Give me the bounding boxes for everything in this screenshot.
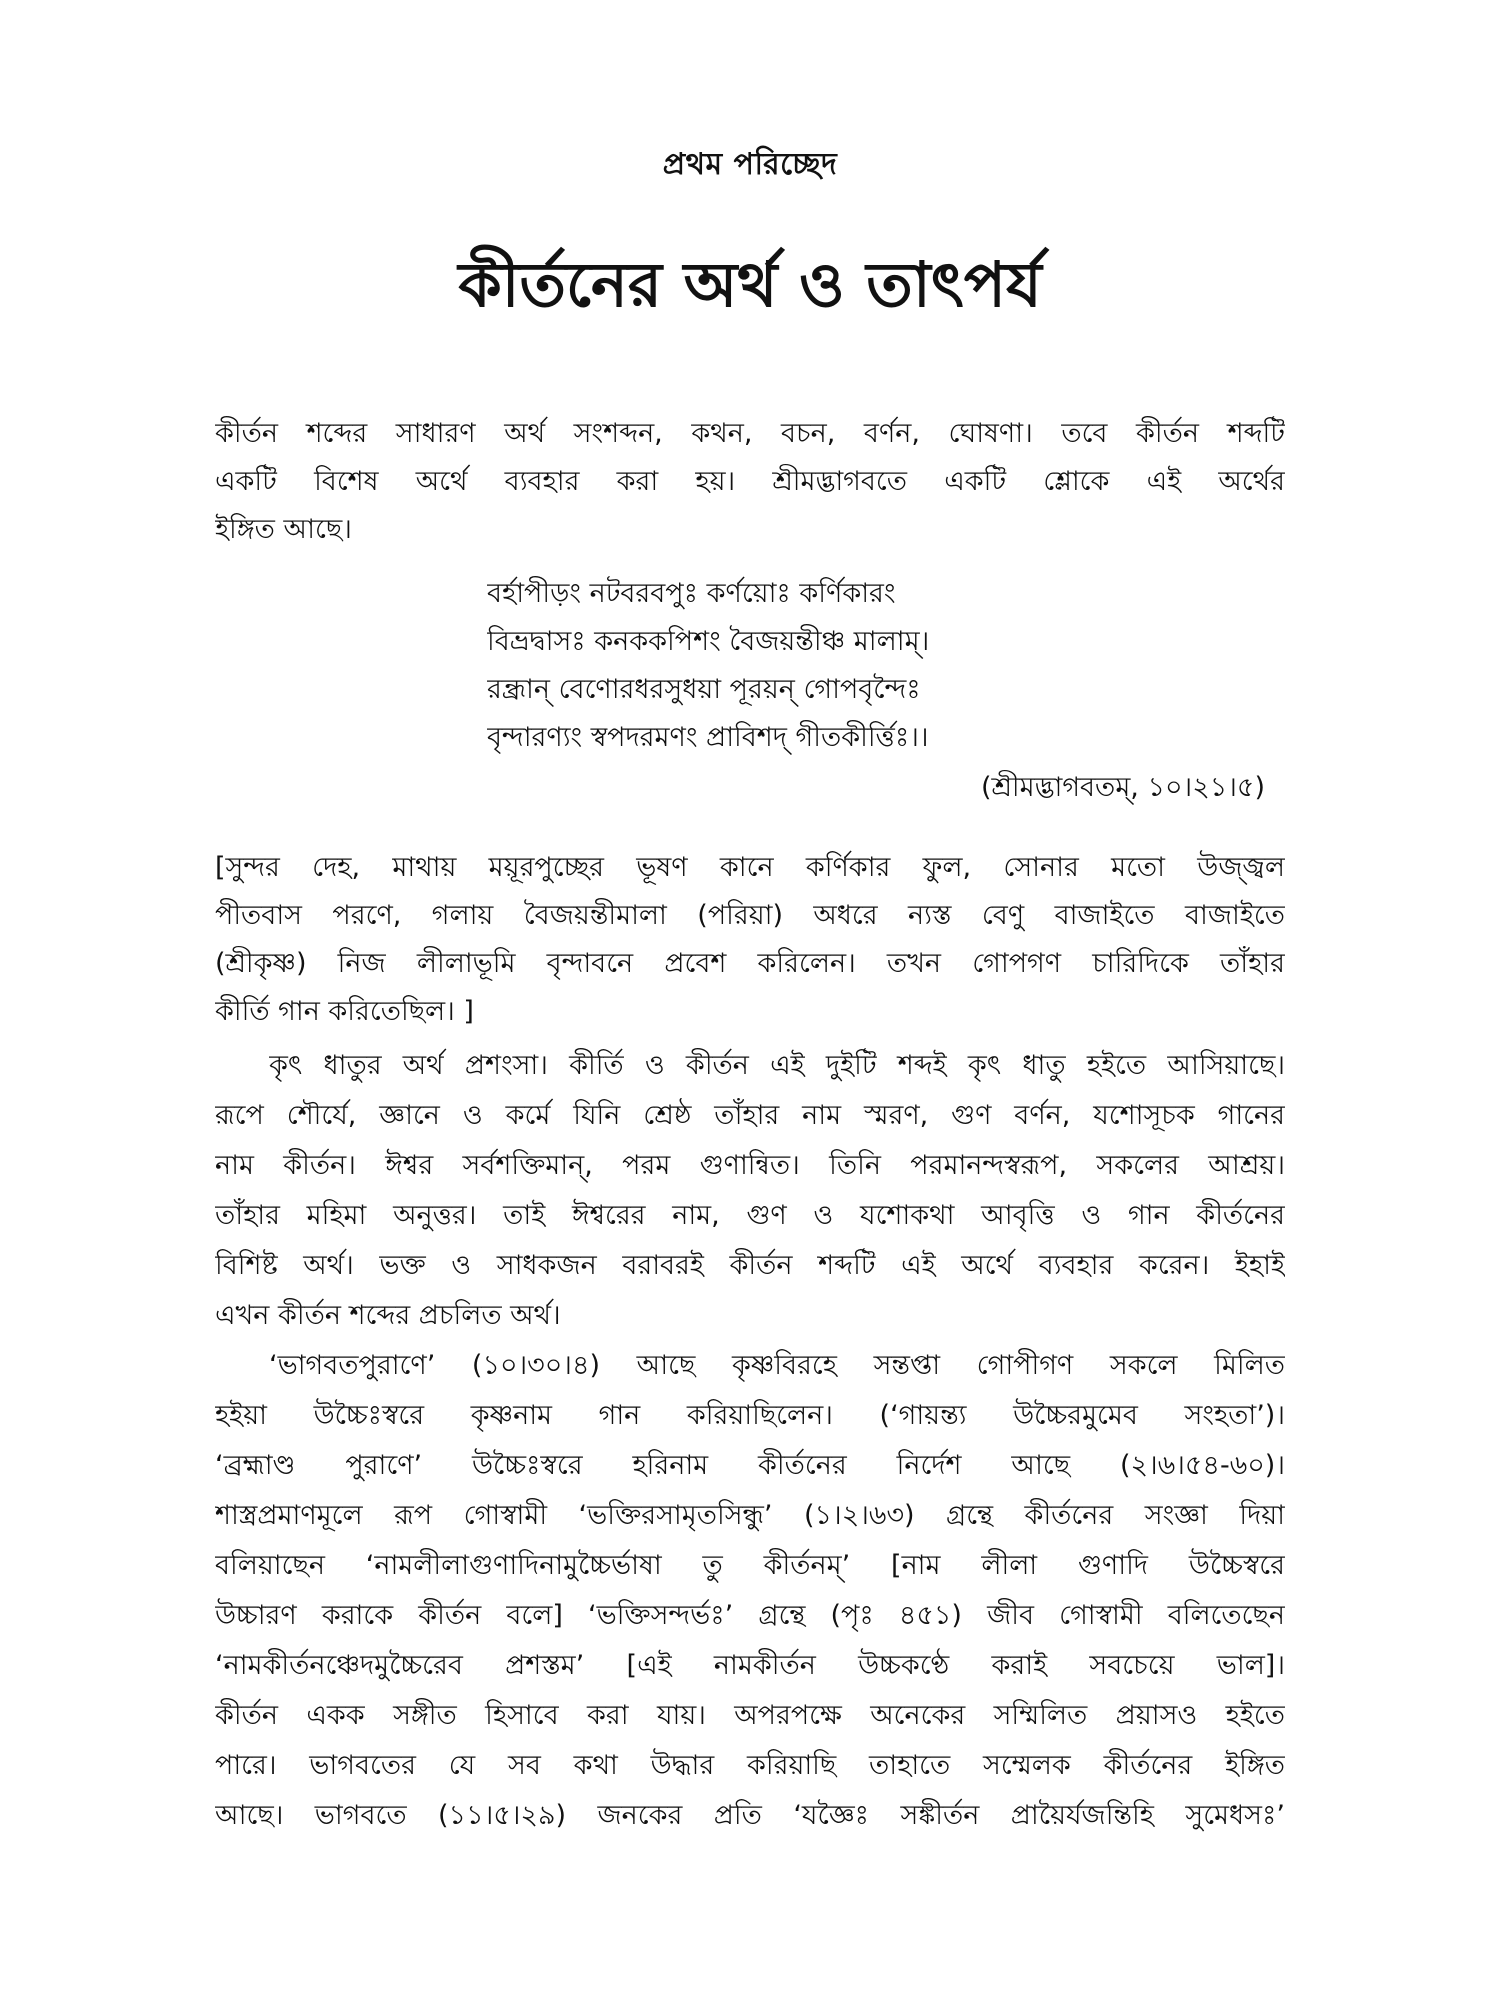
text-line: কীর্তন শব্দের সাধারণ অর্থ সংশব্দন, কথন, বচন, বর্ণন, ঘোষণা। তবে কীর্তন শব্দটি bbox=[215, 418, 1285, 449]
text-line: পীতবাস পরণে, গলায় বৈজয়ন্তীমালা (পরিয়া) অধরে ন্যস্ত বেণু বাজাইতে বাজাইতে bbox=[215, 900, 1285, 931]
text-line: ইঙ্গিত আছে। bbox=[215, 514, 352, 545]
verse-line: রন্ধ্রান্ বেণোরধরসুধয়া পূরয়ন্ গোপবৃন্দৈঃ bbox=[487, 674, 921, 705]
chapter-label: প্রথম পরিচ্ছেদ bbox=[662, 147, 838, 182]
text-line: ‘ভাগবতপুরাণে’ (১০।৩০।৪) আছে কৃষ্ণবিরহে সন্তপ্তা গোপীগণ সকলে মিলিত bbox=[269, 1350, 1285, 1381]
verse-line: বিভ্রদ্বাসঃ কনককপিশং বৈজয়ন্তীঞ্চ মালাম্। bbox=[487, 626, 930, 657]
text-line: বলিয়াছেন ‘নামলীলাগুণাদিনামুচ্চৈর্ভাষা তু কীর্তনম্’ [নাম লীলা গুণাদি উচ্চৈস্বরে bbox=[215, 1550, 1285, 1581]
text-line: হইয়া উচ্চৈঃস্বরে কৃষ্ণনাম গান করিয়াছিলেন। (‘গায়ন্ত্য উচ্চৈরমুমেব সংহতা’)। bbox=[215, 1400, 1285, 1431]
verse-line: বৃন্দারণ্যং স্বপদরমণং প্রাবিশদ্ গীতকীর্ত্তিঃ।। bbox=[487, 722, 929, 753]
text-line: উচ্চারণ করাকে কীর্তন বলে] ‘ভক্তিসন্দর্ভঃ’ গ্রন্থে (পৃঃ ৪৫১) জীব গোস্বামী বলিতেছেন bbox=[215, 1600, 1285, 1631]
text-line: এখন কীর্তন শব্দের প্রচলিত অর্থ। bbox=[215, 1300, 561, 1331]
text-line: নাম কীর্তন। ঈশ্বর সর্বশক্তিমান্, পরম গুণান্বিত। তিনি পরমানন্দস্বরূপ, সকলের আশ্রয়। bbox=[215, 1150, 1285, 1181]
text-line: রূপে শৌর্যে, জ্ঞানে ও কর্মে যিনি শ্রেষ্ঠ তাঁহার নাম স্মরণ, গুণ বর্ণন, যশোসূচক গানের bbox=[215, 1100, 1285, 1131]
text-line: (শ্রীকৃষ্ণ) নিজ লীলাভূমি বৃন্দাবনে প্রবেশ করিলেন। তখন গোপগণ চারিদিকে তাঁহার bbox=[215, 948, 1285, 979]
text-line: একটি বিশেষ অর্থে ব্যবহার করা হয়। শ্রীমদ্ভাগবতে একটি শ্লোকে এই অর্থের bbox=[215, 466, 1285, 497]
text-line: বিশিষ্ট অর্থ। ভক্ত ও সাধকজন বরাবরই কীর্তন শব্দটি এই অর্থে ব্যবহার করেন। ইহাই bbox=[215, 1250, 1285, 1281]
text-line: কীর্তি গান করিতেছিল। ] bbox=[215, 996, 474, 1027]
text-line: ‘নামকীর্তনঞ্চেদমুচ্চৈরেব প্রশস্তম’ [এই নামকীর্তন উচ্চকণ্ঠে করাই সবচেয়ে ভাল]। bbox=[215, 1650, 1285, 1681]
text-line: কৃৎ ধাতুর অর্থ প্রশংসা। কীর্তি ও কীর্তন এই দুইটি শব্দই কৃৎ ধাতু হইতে আসিয়াছে। bbox=[269, 1050, 1285, 1081]
text-line: শাস্ত্রপ্রমাণমূলে রূপ গোস্বামী ‘ভক্তিরসামৃতসিন্ধু’ (১।২।৬৩) গ্রন্থে কীর্তনের সংজ্ঞা দিয়া bbox=[215, 1500, 1285, 1531]
text-line: পারে। ভাগবতের যে সব কথা উদ্ধার করিয়াছি তাহাতে সম্মেলক কীর্তনের ইঙ্গিত bbox=[215, 1750, 1285, 1781]
verse-citation: (শ্রীমদ্ভাগবতম্, ১০।২১।৫) bbox=[981, 772, 1265, 803]
text-line: [সুন্দর দেহ, মাথায় ময়ূরপুচ্ছের ভূষণ কানে কর্ণিকার ফুল, সোনার মতো উজ্জ্বল bbox=[215, 852, 1285, 883]
text-line: ‘ব্রহ্মাণ্ড পুরাণে’ উচ্চৈঃস্বরে হরিনাম কীর্তনের নির্দেশ আছে (২।৬।৫৪-৬০)। bbox=[215, 1450, 1285, 1481]
verse-line: বর্হাপীড়ং নটবরবপুঃ কর্ণয়োঃ কর্ণিকারং bbox=[487, 578, 896, 609]
text-line: আছে। ভাগবতে (১১।৫।২৯) জনকের প্রতি ‘যজ্ঞৈঃ সঙ্কীর্তন প্রায়ৈর্যজন্তিহি সুমেধসঃ’ bbox=[215, 1800, 1285, 1831]
text-line: তাঁহার মহিমা অনুত্তর। তাই ঈশ্বরের নাম, গুণ ও যশোকথা আবৃত্তি ও গান কীর্তনের bbox=[215, 1200, 1285, 1231]
chapter-title: কীর্তনের অর্থ ও তাৎপর্য bbox=[458, 248, 1042, 321]
text-line: কীর্তন একক সঙ্গীত হিসাবে করা যায়। অপরপক্ষে অনেকের সম্মিলিত প্রয়াসও হইতে bbox=[215, 1700, 1285, 1731]
